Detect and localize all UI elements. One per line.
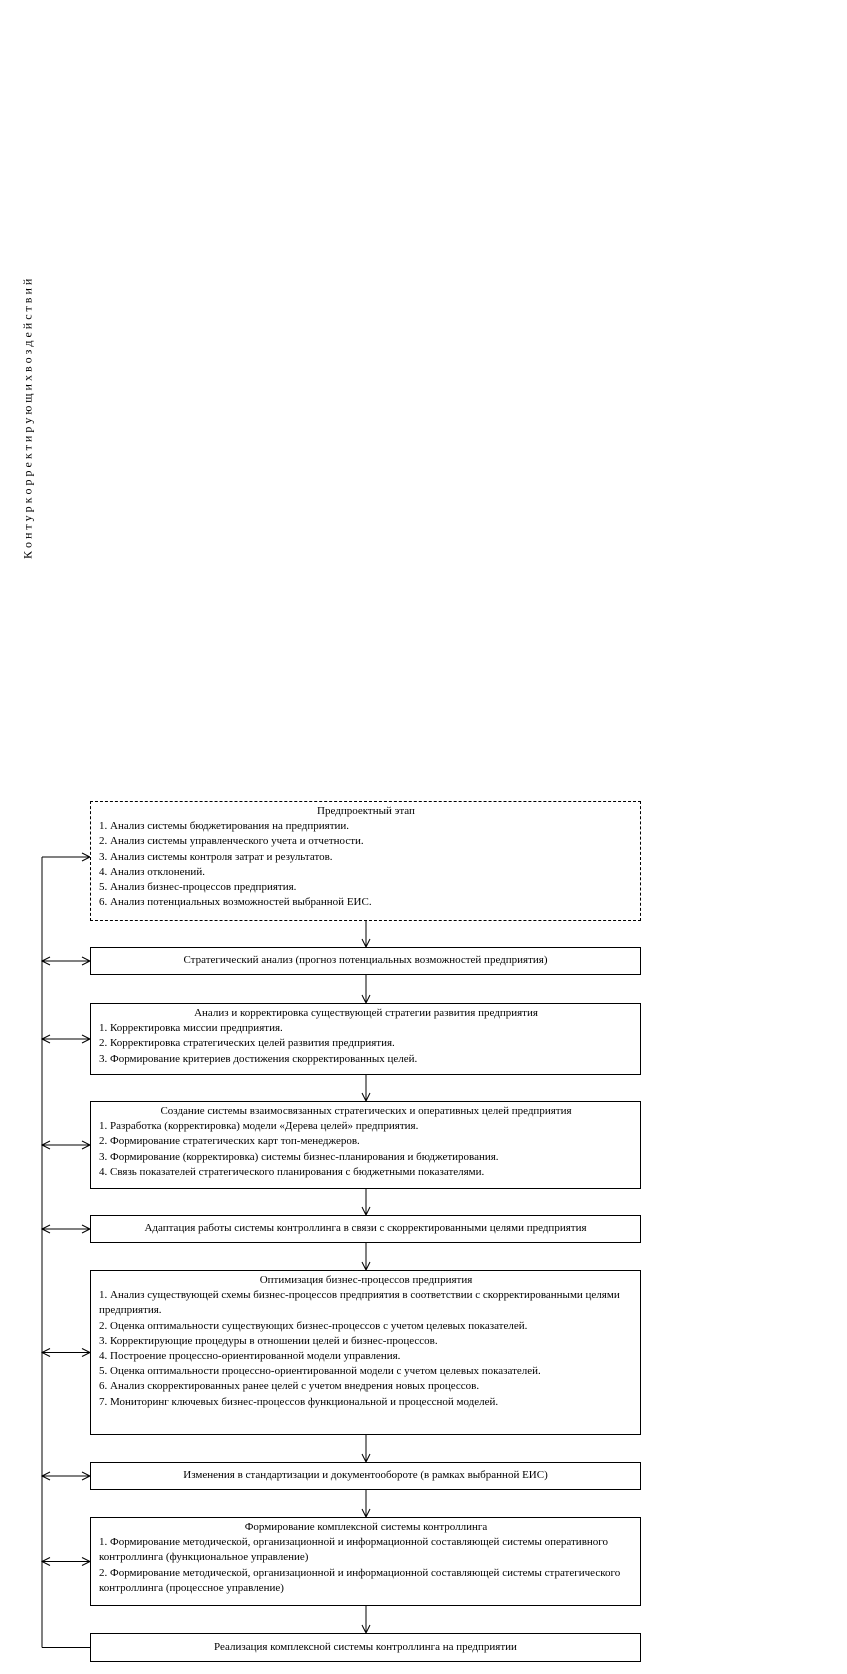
list-item: 1. Корректировка миссии предприятия. xyxy=(99,1022,283,1035)
strategy-correction-box xyxy=(90,1003,641,1075)
box-title: Создание системы взаимосвязанных стратегических и оперативных целей предприятия xyxy=(160,1105,572,1117)
list-item: 1. Анализ системы бюджетирования на предприятии. xyxy=(99,820,350,833)
list-item: 3. Корректирующие процедуры в отношении целей и бизнес-процессов. xyxy=(99,1334,438,1347)
list-item: 5. Анализ бизнес-процессов предприятия. xyxy=(99,881,297,894)
box-title: Оптимизация бизнес-процессов предприятия xyxy=(259,1274,473,1286)
standardization-box xyxy=(90,1462,641,1490)
list-item: 4. Анализ отклонений. xyxy=(99,865,205,878)
strategic-analysis-box xyxy=(90,947,641,975)
list-item: 6. Анализ потенциальных возможностей выбранной ЕИС. xyxy=(99,896,372,909)
box-title: Реализация комплексной системы контроллинга на предприятии xyxy=(214,1640,517,1653)
box-title: Формирование комплексной системы контроллинга xyxy=(244,1521,488,1533)
list-item: 3. Формирование (корректировка) системы бизнес-планирования и бюджетирования. xyxy=(99,1150,499,1163)
list-item: 4. Построение процессно-ориентированной модели управления. xyxy=(99,1350,401,1363)
list-item: 1. Разработка (корректировка) модели «Дерева целей» предприятия. xyxy=(99,1120,419,1133)
list-item: 4. Связь показателей стратегического планирования с бюджетными показателями. xyxy=(99,1165,485,1178)
list-item: 5. Оценка оптимальности процессно-ориентированной модели с учетом целевых показателей. xyxy=(99,1365,541,1378)
preproject-stage-box xyxy=(90,801,641,921)
box-title: Изменения в стандартизации и документообороте (в рамках выбранной ЕИС) xyxy=(183,1469,548,1482)
feedback-loop-label: К о н т у р к о р р е к т и р у ю щ и х в о з д е й с т в и й xyxy=(20,278,35,560)
box-title: Стратегический анализ (прогноз потенциальных возможностей предприятия) xyxy=(183,954,548,967)
list-item: 6. Анализ скорректированных ранее целей с учетом внедрения новых процессов. xyxy=(99,1380,480,1393)
list-item: 1. Анализ существующей схемы бизнес-процессов предприятия в соответствии с скорректированными целями предприятия. xyxy=(99,1289,623,1317)
list-item: 3. Анализ системы контроля затрат и результатов. xyxy=(99,850,333,863)
list-item: 3. Формирование критериев достижения скорректированных целей. xyxy=(99,1052,418,1065)
box-title: Адаптация работы системы контроллинга в связи с скорректированными целями предприятия xyxy=(144,1222,587,1235)
implementation-box xyxy=(90,1633,641,1662)
controlling-adaptation-box xyxy=(90,1215,641,1243)
goals-system-box xyxy=(90,1101,641,1189)
list-item: 2. Формирование стратегических карт топ-менеджеров. xyxy=(99,1135,360,1148)
list-item: 1. Формирование методической, организационной и информационной составляющей системы оперативного контроллинга (функциональное управление) xyxy=(99,1536,611,1564)
process-optimization-box xyxy=(90,1270,641,1435)
list-item: 2. Формирование методической, организационной и информационной составляющей системы стратегического контроллинга (процессное управление) xyxy=(99,1566,623,1594)
list-item: 2. Анализ системы управленческого учета и отчетности. xyxy=(99,835,364,848)
list-item: 2. Оценка оптимальности существующих бизнес-процессов с учетом целевых показателей. xyxy=(99,1319,528,1332)
list-item: 2. Корректировка стратегических целей развития предприятия. xyxy=(99,1037,395,1050)
list-item: 7. Мониторинг ключевых бизнес-процессов функциональной и процессной моделей. xyxy=(99,1395,499,1408)
box-title: Анализ и корректировка существующей стратегии развития предприятия xyxy=(194,1007,538,1019)
box-title: Предпроектный этап xyxy=(317,805,415,817)
complex-controlling-box xyxy=(90,1517,641,1606)
